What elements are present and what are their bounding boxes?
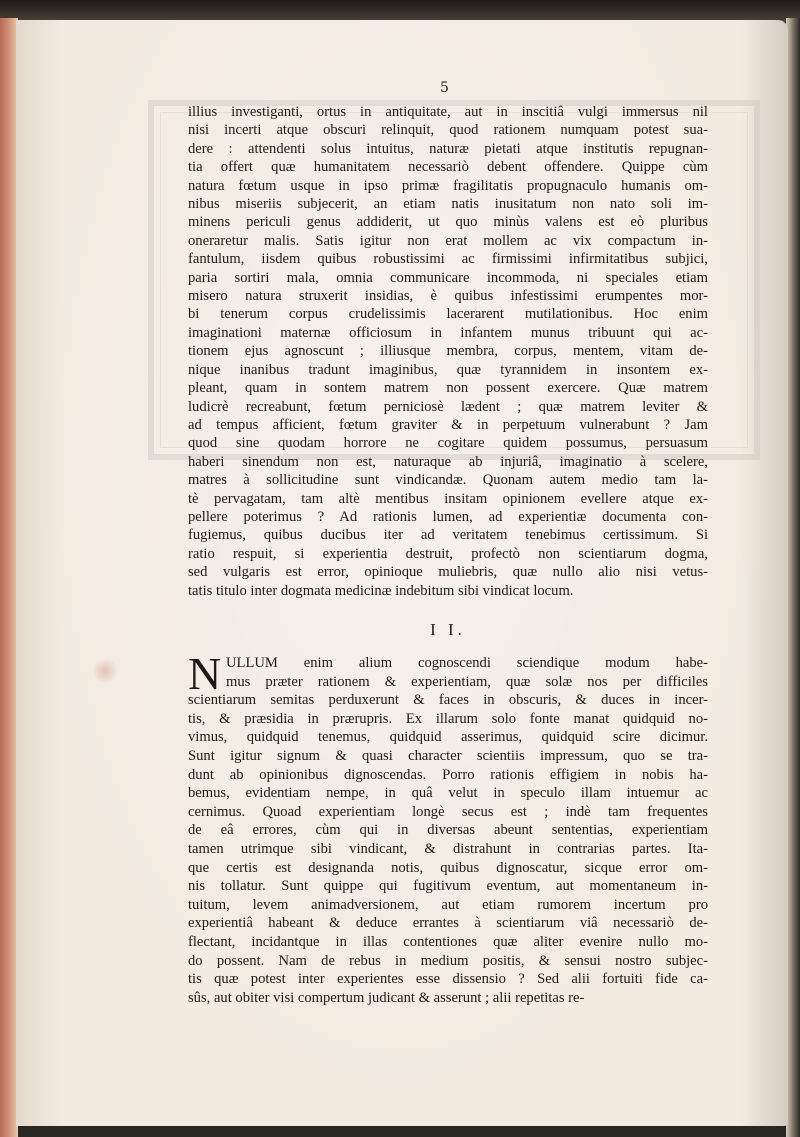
text-line: Sunt igitur signum & quasi character scientiis impressum, quo se tra- — [188, 747, 708, 764]
text-line: cernimus. Quoad experientiam longè secus est ; indè tam frequentes — [188, 803, 708, 820]
text-line: de eâ errores, cùm qui in diversas abeunt sententias, experientiam — [188, 822, 708, 839]
text-line: ratio respuit, si experientia destruit, profectò non scientiarum dogma, — [188, 545, 708, 562]
text-line: illius investiganti, ortus in antiquitate, aut in inscitiâ vulgi immersus nil — [188, 104, 708, 120]
text-line: pellere poterimus ? Ad rationis lumen, ad experientiæ documenta con- — [188, 508, 708, 525]
text-line: ULLUM enim alium cognoscendi sciendique modum habe- — [226, 655, 708, 671]
text-line: que certis est designanda notis, quibus dignoscatur, sicque error om- — [188, 859, 708, 876]
text-line: experientiâ habeant & deduce errantes à scientiarum viâ necessariò de- — [188, 915, 708, 932]
ink-smudge — [92, 658, 118, 684]
book-top-edge — [0, 0, 800, 22]
text-line: vimus, quidquid tenemus, quidquid asserimus, quidquid scire dicimur. — [188, 729, 708, 746]
text-line: nisi incerti atque obscuri relinquit, quod rationem numquam potest sua- — [188, 122, 708, 139]
text-line: tatis titulo inter dogmata medicinæ indebitum sibi vindicat locum. — [188, 582, 574, 599]
text-line: do possent. Nam de rebus in medium positis, & sensui nostro subjec- — [188, 952, 708, 969]
text-line: sed vulgaris est error, opinioque muliebris, quæ nullo alio nisi vetus- — [188, 564, 708, 581]
text-line: mus præter rationem & experientiam, quæ solæ nos per difficiles — [226, 673, 708, 690]
text-line: bi tenerum corpus crudelissimis lacerarent mutilationibus. Hoc enim — [188, 306, 708, 323]
text-line: ad tempus afficient, fœtum graviter & in perpetuum vulnerabunt ? Jam — [188, 416, 708, 433]
section-heading: I I. — [430, 620, 466, 639]
text-line: tamen utrimque sibi vindicant, & distrahunt in contrarias partes. Ita- — [188, 840, 708, 857]
text-line: oneraretur malis. Satis igitur non erat mollem ac vix compactum in- — [188, 232, 708, 249]
text-line: tis quæ potest inter experientes esse dissensio ? Sed alii fortuiti fide ca- — [188, 971, 708, 988]
text-line: misero natura struxerit insidias, è quibus infestissimi erumpentes mor- — [188, 288, 708, 305]
text-line: nibus miseriis subjecerit, an etiam natis inusitatum non nato soli im- — [188, 196, 708, 213]
text-line: nique inanibus tradunt imaginibus, quæ tyrannidem in insontem ex- — [188, 361, 708, 378]
text-line: fugiemus, quibus ducibus iter ad veritatem tenebimus certissimum. Si — [188, 527, 708, 544]
text-line: sûs, aut obiter visi compertum judicant & asserunt ; alii repetitas re- — [188, 989, 585, 1006]
text-line: fantulum, iisdem quibus robustissimi ac firmissimi infirmitatibus subjici, — [188, 251, 708, 268]
section-paragraph — [188, 648, 708, 1007]
text-line: imaginationi maternæ officiosum in infantem munus tribuunt qui ac- — [188, 324, 708, 341]
text-line: tè pervagatam, tam altè mentibus insitam opinionem evellere atque ex- — [188, 490, 708, 507]
text-line: paria sortiri mala, omnia communicare incommoda, ni speciales etiam — [188, 269, 708, 286]
text-line: tionem ejus agnoscunt ; illiusque membra, corpus, mentem, vitam de- — [188, 343, 708, 360]
text-line: haberi sinendum non est, naturaque ab injuriâ, imaginatio à scelere, — [188, 453, 708, 470]
paragraph-continued — [188, 103, 708, 600]
text-line: dunt ab opinionibus dignoscendas. Porro rationis effigiem in nobis ha- — [188, 766, 708, 783]
text-line: flectant, incidantque in illas contentiones quæ aliter evenire nullo mo- — [188, 933, 708, 950]
page-number: 5 — [440, 80, 449, 96]
text-line: nis tollatur. Sunt quippe qui fugitivum eventum, aut momentaneum in- — [188, 878, 708, 895]
text-line: minens periculi genus addiderit, ut quo minùs valens est eò pluribus — [188, 214, 708, 231]
text-line: natura fœtum usque in ipso primæ fragilitatis propugnaculo humanis om- — [188, 177, 708, 194]
drop-cap-initial: N — [188, 648, 222, 699]
text-line: dere : attendenti solus intuitus, naturæ pietati atque institutis repugnan- — [188, 140, 708, 157]
text-line: bemus, evidentiam nempe, in quâ velut in speculo illam intuemur ac — [188, 785, 708, 802]
text-line: tia offert quæ humanitatem necessariò debent offendere. Quippe cùm — [188, 159, 708, 176]
text-line: quod sine quodam horrore ne cogitare quidem possumus, persuasum — [188, 435, 708, 452]
book-right-edge — [786, 18, 800, 1137]
text-line: ludicrè recreabunt, fœtum perniciosè lædent ; quæ matrem leviter & — [188, 398, 708, 415]
text-line: matres à sollicitudine sunt vindicandæ. Quonam autem medio tam la- — [188, 472, 708, 489]
text-line: pleant, quam in sontem matrem non possent exercere. Quæ matrem — [188, 380, 708, 397]
text-line: scientiarum semitas perduxerunt & faces in obscuris, & duces in incer- — [188, 692, 708, 709]
text-line: tis, & præsidia in prærupris. Ex illarum solo fonte manat quidquid no- — [188, 710, 708, 727]
text-line: tuitum, levem animadversionem, aut etiam rumorem incertum pro — [188, 896, 708, 913]
